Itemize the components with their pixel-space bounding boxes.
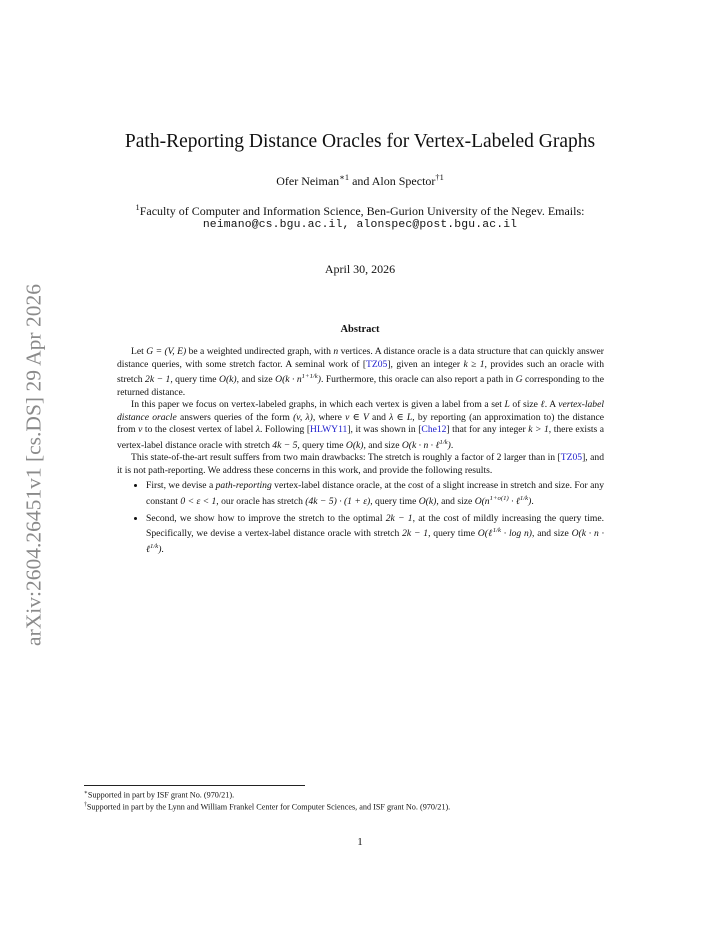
- arxiv-identifier-stamp: [14, 260, 54, 670]
- citation-tz05[interactable]: TZ05: [366, 358, 388, 370]
- affiliation-mark: 1: [135, 203, 140, 212]
- abstract-heading: Abstract: [340, 324, 380, 335]
- abstract-body: [117, 346, 604, 560]
- citation-tz05[interactable]: TZ05: [560, 452, 583, 464]
- citation-che12[interactable]: Che12: [421, 424, 447, 436]
- author-neiman: Ofer Neiman: [276, 174, 340, 188]
- footnote-1: ∗Supported in part by ISF grant No. (970/21).: [84, 790, 235, 800]
- author-emails: neimano@cs.bgu.ac.il, alonspec@post.bgu.ac.il: [202, 219, 518, 231]
- arxiv-stamp-text: arXiv:2604.26451v1 [cs.DS] 29 Apr 2026: [21, 284, 46, 646]
- result-item-1: • First, we devise a path-reporting vertex-label distance oracle, at the cost of a slight increase in stretch and size. For any constant 0 < ε < 1, our oracle has stretch (4k − 5) · (1 + ε), query time O(k), and size $O(n^{1+o(1)}$ · ℓ$^{1/k}$).: [146, 480, 604, 508]
- paper-title: Path-Reporting Distance Oracles for Vertex-Labeled Graphs: [124, 131, 596, 152]
- paper-date: April 30, 2026: [324, 262, 396, 276]
- author-line: [0, 172, 720, 189]
- result-item-2: • Second, we show how to improve the stretch to the optimal 2k − 1, at the cost of mildly increasing the query time. Specifically, we devise a vertex-label distance oracle with stretch 2k − 1, query time O(ℓ$^{1/k}$ · log n), and size O(k · n · ℓ$^{1/k}$).: [146, 513, 604, 557]
- page-number: 1: [357, 836, 363, 848]
- author-spector-mark: †1: [435, 173, 444, 182]
- citation-hlwy11[interactable]: HLWY11: [310, 424, 348, 436]
- author-neiman-mark: ∗1: [339, 173, 350, 182]
- footnote-2: †Supported in part by the Lynn and William Frankel Center for Computer Sciences, and ISF grant No. (970/21).: [84, 802, 451, 812]
- abstract-paragraph-1: Let G = (V, E) be a weighted undirected graph, with n vertices. A distance oracle is a data structure that can quickly answer distance queries, with some stretch factor. A seminal work of [TZ05], given an integer k ≥ 1, provides such an oracle with stretch 2k − 1, query time O(k), and size $O(k \cdot n^{1+1/k})$. Furthermore, this oracle can also report a path in G corresponding to the returned distance.: [117, 346, 604, 398]
- abstract-paragraph-2: In this paper we focus on vertex-labeled graphs, in which each vertex is given a label from a set L of size ℓ. A vertex-label distance oracle answers queries of the form (v, λ), where v ∈ V and λ ∈ L, by reporting (an approximation to) the distance from v to the closest vertex of label λ. Following [HLWY11], it was shown in [Che12] that for any integer k > 1, there exists a vertex-label distance oracle with stretch 4k − 5, query time O(k), and size O(k · n · ℓ$^{1/k}$).: [117, 399, 605, 451]
- author-and: and: [349, 174, 372, 188]
- results-list: [117, 480, 604, 556]
- affiliation-text: Faculty of Computer and Information Science, Ben-Gurion University of the Negev. Emails:: [139, 204, 585, 218]
- footnote-rule: [84, 785, 305, 786]
- author-spector: Alon Spector: [371, 174, 436, 188]
- affiliation: [0, 203, 720, 219]
- abstract-paragraph-3: This state-of-the-art result suffers from two main drawbacks: The stretch is roughly a factor of 2 larger than in [TZ05], and it is not path-reporting. We address these concerns in this work, and provide the following results.: [117, 452, 605, 476]
